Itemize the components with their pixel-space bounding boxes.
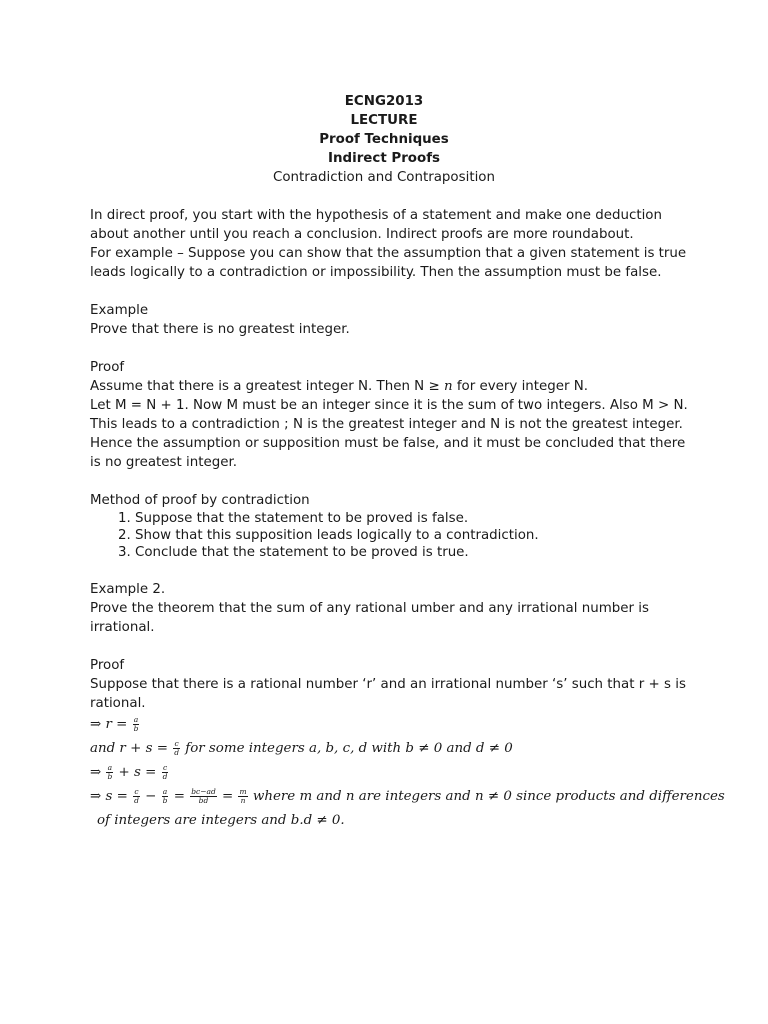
proof-2-heading: Proof bbox=[90, 658, 125, 673]
math-3-mid: + s = bbox=[114, 765, 161, 780]
fraction bbox=[238, 788, 247, 805]
title-block bbox=[0, 92, 768, 187]
lecture-label: LECTURE bbox=[350, 113, 418, 128]
numerator: a bbox=[133, 715, 139, 724]
document-body bbox=[90, 206, 725, 833]
proof-paragraph-2: Let M = N + 1. Now M must be an integer since it is the sum of two integers. Also M > N. This leads to a contradiction ; N is the greatest integer and N is not the greatest integer. bbox=[90, 398, 688, 432]
denominator: d bbox=[134, 796, 139, 805]
fraction bbox=[162, 788, 169, 805]
math-line-5: of integers are integers and b.d ≠ 0. bbox=[97, 813, 345, 828]
math-line-3 bbox=[90, 761, 690, 785]
course-code: ECNG2013 bbox=[344, 94, 424, 109]
intro-paragraph-1: In direct proof, you start with the hypothesis of a statement and make one deduction about another until you reach a conclusion. Indirect proofs are more roundabout. bbox=[90, 208, 662, 242]
proof-heading: Proof bbox=[90, 360, 125, 375]
proof-line-1 bbox=[90, 377, 690, 396]
intro-paragraph-2: For example – Suppose you can show that the assumption that a given statement is true leads logically to a contradiction or impossibility. Then the assumption must be false. bbox=[90, 246, 687, 280]
subtitle: Contradiction and Contraposition bbox=[273, 170, 495, 185]
denominator: d bbox=[162, 772, 168, 781]
proof-line-1-a: Assume that there is a greatest integer N. Then N ≥ bbox=[90, 379, 444, 394]
method-heading: Method of proof by contradiction bbox=[90, 493, 310, 508]
numerator: c bbox=[174, 739, 179, 748]
example-heading: Example bbox=[90, 303, 149, 318]
method-step: 3. Conclude that the statement to be proved is true. bbox=[135, 544, 690, 561]
minus-sign: − bbox=[140, 789, 161, 804]
math-3-pre: ⇒ bbox=[90, 765, 106, 780]
subtopic-title: Indirect Proofs bbox=[328, 151, 440, 166]
proof-paragraph-3: Hence the assumption or supposition must be false, and it must be concluded that there is no greatest integer. bbox=[90, 436, 686, 470]
math-line-4 bbox=[90, 785, 725, 809]
numerator: a bbox=[162, 787, 168, 796]
proof-2-text: Suppose that there is a rational number ‘r’ and an irrational number ‘s’ such that r + s is rational. bbox=[90, 677, 686, 711]
method-step: 2. Show that this supposition leads logically to a contradiction. bbox=[135, 527, 690, 544]
method-steps-list bbox=[90, 510, 690, 561]
fraction bbox=[106, 764, 113, 781]
numerator: bc−ad bbox=[191, 787, 216, 796]
example-statement: Prove that there is no greatest integer. bbox=[90, 322, 350, 337]
math-2-post: for some integers a, b, c, d with b ≠ 0 and d ≠ 0 bbox=[181, 741, 513, 756]
denominator: bd bbox=[198, 796, 209, 805]
example-2-heading: Example 2. bbox=[90, 582, 166, 597]
fraction bbox=[190, 788, 217, 805]
fraction bbox=[173, 740, 180, 757]
proof-line-1-b: for every integer N. bbox=[452, 379, 589, 394]
math-line-1 bbox=[90, 713, 690, 737]
example-2-statement: Prove the theorem that the sum of any rational umber and any irrational number is irrational. bbox=[90, 601, 649, 635]
math-1-pre: ⇒ r = bbox=[90, 717, 132, 732]
math-line-2 bbox=[90, 737, 690, 761]
denominator: b bbox=[162, 796, 168, 805]
numerator: a bbox=[107, 763, 113, 772]
equals-sign: = bbox=[217, 789, 238, 804]
math-4-pre: ⇒ s = bbox=[90, 789, 133, 804]
math-2-pre: and r + s = bbox=[90, 741, 173, 756]
equals-sign: = bbox=[169, 789, 190, 804]
denominator: b bbox=[133, 724, 139, 733]
fraction bbox=[133, 716, 140, 733]
denominator: n bbox=[240, 796, 246, 805]
denominator: d bbox=[174, 748, 179, 757]
fraction bbox=[133, 788, 140, 805]
math-4-post: where m and n are integers and n ≠ 0 since products and differences bbox=[248, 789, 725, 804]
method-step: 1. Suppose that the statement to be proved is false. bbox=[135, 510, 690, 527]
fraction bbox=[162, 764, 169, 781]
numerator: c bbox=[134, 787, 139, 796]
topic-title: Proof Techniques bbox=[319, 132, 449, 147]
numerator: c bbox=[162, 763, 168, 772]
proof-variable: n bbox=[443, 379, 453, 394]
numerator: m bbox=[239, 787, 247, 796]
denominator: b bbox=[107, 772, 113, 781]
